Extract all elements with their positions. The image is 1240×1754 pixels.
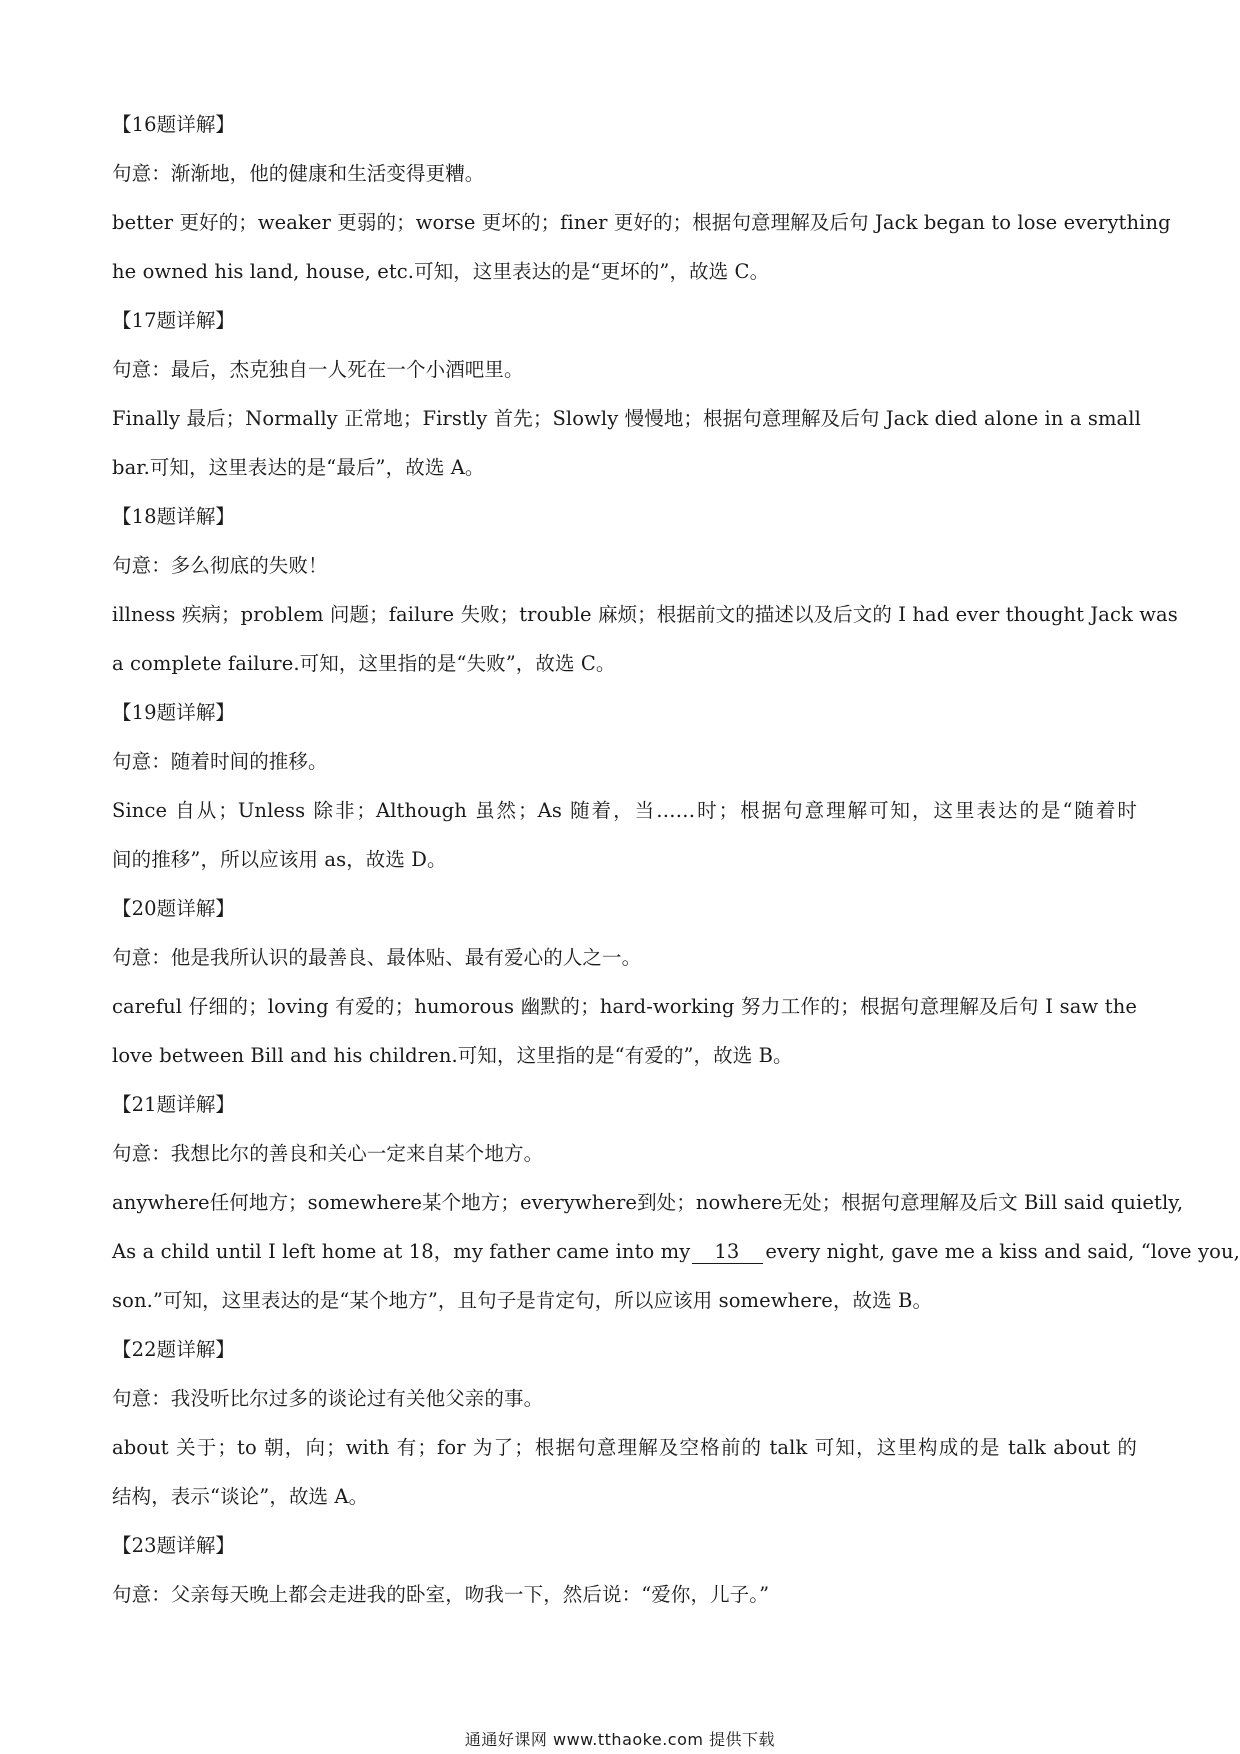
section-heading-22: 【22题详解】	[112, 1338, 236, 1361]
explanation-20-line-2: love between Bill and his children.可知，这里指的是“有爱的”，故选 B。	[112, 1044, 793, 1067]
explanation-18-line-1: illness 疾病；problem 问题；failure 失败；trouble 麻烦；根据前文的描述以及后文的 I had ever thought Jack was	[112, 603, 1178, 626]
explanation-17-line-1: Finally 最后；Normally 正常地；Firstly 首先；Slowly 慢慢地；根据句意理解及后句 Jack died alone in a small	[112, 407, 1141, 430]
section-heading-17: 【17题详解】	[112, 309, 236, 332]
section-heading-19: 【19题详解】	[112, 701, 236, 724]
section-heading-23: 【23题详解】	[112, 1534, 236, 1557]
section-heading-21: 【21题详解】	[112, 1093, 236, 1116]
explanation-17-line-2: bar.可知，这里表达的是“最后”，故选 A。	[112, 456, 485, 479]
sentence-meaning-17: 句意：最后，杰克独自一人死在一个小酒吧里。	[112, 358, 524, 381]
explanation-16-line-2: he owned his land, house, etc.可知，这里表达的是“更坏的”，故选 C。	[112, 260, 770, 283]
section-heading-18: 【18题详解】	[112, 505, 236, 528]
explanation-19-line-2: 间的推移”，所以应该用 as，故选 D。	[112, 848, 447, 871]
explanation-18-line-2: a complete failure.可知，这里指的是“失败”，故选 C。	[112, 652, 616, 675]
explanation-21-line-1: anywhere任何地方；somewhere某个地方；everywhere到处；nowhere无处；根据句意理解及后文 Bill said quietly,	[112, 1191, 1184, 1214]
explanation-20-line-1: careful 仔细的；loving 有爱的；humorous 幽默的；hard-working 努力工作的；根据句意理解及后句 I saw the	[112, 995, 1137, 1018]
sentence-meaning-21: 句意：我想比尔的善良和关心一定来自某个地方。	[112, 1142, 544, 1165]
explanation-22-line-1: about 关于；to 朝，向；with 有；for 为了；根据句意理解及空格前的 talk 可知，这里构成的是 talk about 的	[112, 1436, 1137, 1459]
blank-number-13: 13	[692, 1241, 763, 1264]
explanation-21-line-2	[112, 1227, 1240, 1276]
sentence-meaning-20: 句意：他是我所认识的最善良、最体贴、最有爱心的人之一。	[112, 946, 642, 969]
sentence-meaning-19: 句意：随着时间的推移。	[112, 750, 328, 773]
sentence-meaning-23: 句意：父亲每天晚上都会走进我的卧室，吻我一下，然后说：“爱你，儿子。”	[112, 1583, 770, 1606]
sentence-meaning-22: 句意：我没听比尔过多的谈论过有关他父亲的事。	[112, 1387, 544, 1410]
section-heading-16: 【16题详解】	[112, 113, 236, 136]
explanation-21-line-3: son.”可知，这里表达的是“某个地方”，且句子是肯定句，所以应该用 somewhere，故选 B。	[112, 1289, 933, 1312]
sentence-meaning-18: 句意：多么彻底的失败！	[112, 554, 328, 577]
page-footer: 通通好课网 www.tthaoke.com 提供下载	[464, 1730, 776, 1749]
explanation-19-line-1: Since 自从；Unless 除非；Although 虽然；As 随着，当……时；根据句意理解可知，这里表达的是“随着时	[112, 799, 1137, 822]
explanation-21-text-before-blank: As a child until I left home at 18，my father came into my	[112, 1240, 691, 1263]
document-body	[112, 100, 1240, 1619]
section-heading-20: 【20题详解】	[112, 897, 236, 920]
explanation-16-line-1: better 更好的；weaker 更弱的；worse 更坏的；finer 更好的；根据句意理解及后句 Jack began to lose everything	[112, 211, 1171, 234]
sentence-meaning-16: 句意：渐渐地，他的健康和生活变得更糟。	[112, 162, 485, 185]
explanation-22-line-2: 结构，表示“谈论”，故选 A。	[112, 1485, 369, 1508]
explanation-21-text-after-blank: every night, gave me a kiss and said, “love you,	[765, 1240, 1240, 1263]
